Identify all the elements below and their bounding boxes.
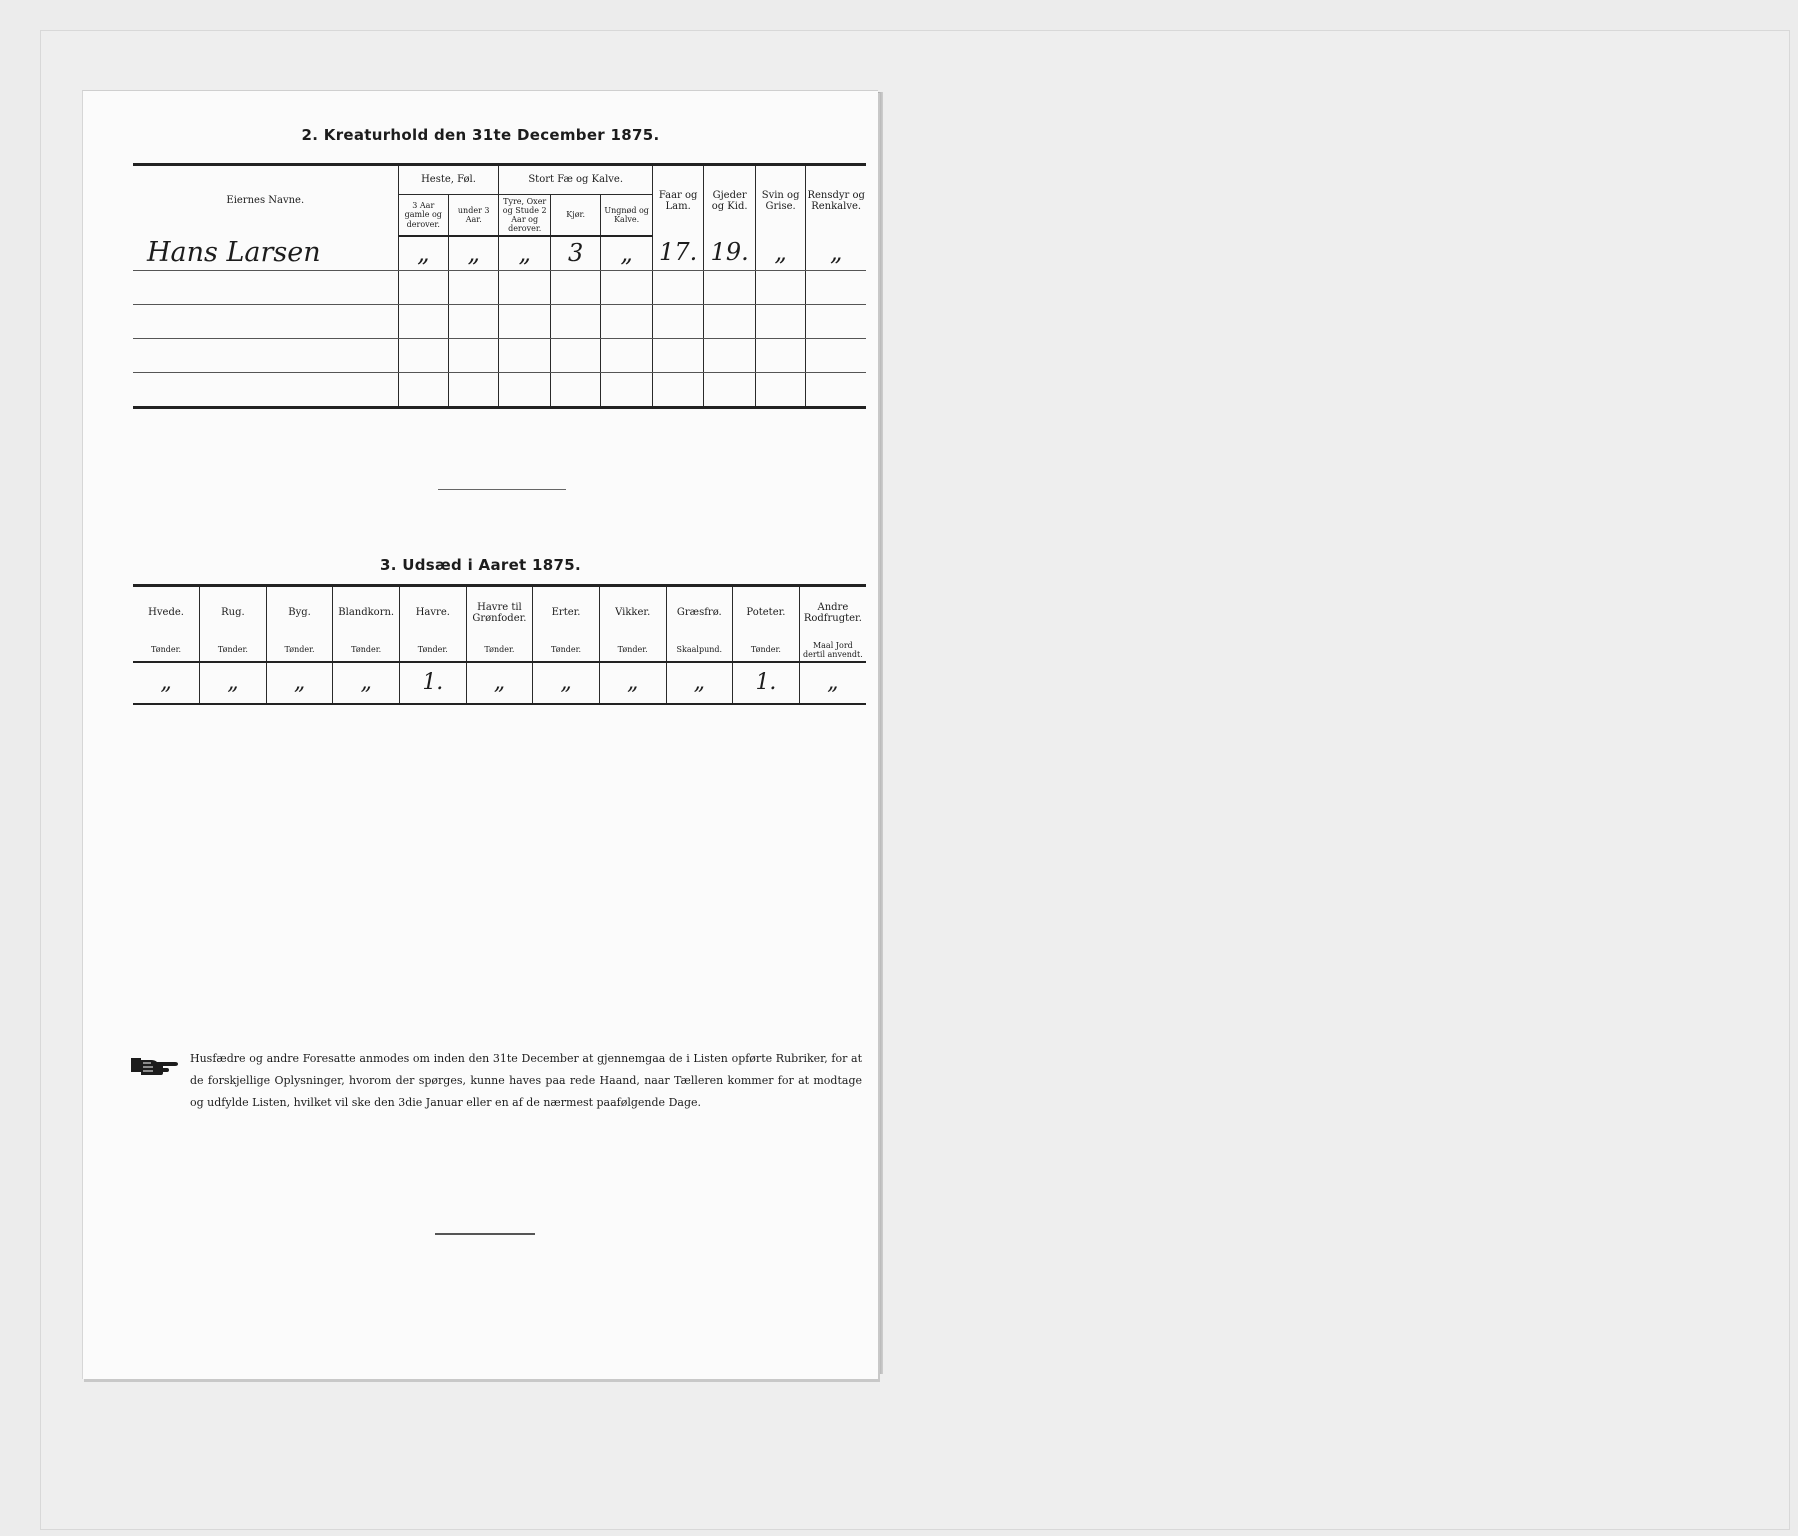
- crop-header: Græsfrø.: [666, 586, 733, 640]
- crop-unit: Tønder.: [466, 639, 533, 662]
- horses-header: Heste, Føl.: [398, 165, 499, 195]
- crop-value: „: [200, 662, 267, 704]
- cell-young-cattle: „: [601, 236, 653, 271]
- table-row: [133, 236, 866, 271]
- cell-goats: 19.: [704, 236, 756, 271]
- crop-header: Havre til Grønfoder.: [466, 586, 533, 640]
- pigs-header: Svin og Grise.: [755, 165, 805, 237]
- crop-value: „: [533, 662, 600, 704]
- instructions-notice: Husfædre og andre Foresatte anmodes om inden den 31te December at gjennemgaa de i Listen opførte Rubriker, for at de forskjellige Oplysninger, hvorom der spørges, kunne haves paa rede Haand, naar Tælleren kommer for at modtage og udfylde Listen, hvilket vil ske den 3die Januar eller en af de nærmest paafølgende Dage.: [190, 1052, 862, 1109]
- crop-unit: Tønder.: [599, 639, 666, 662]
- pointing-hand-icon: [129, 1054, 179, 1076]
- crop-header: Rug.: [200, 586, 267, 640]
- crop-header: Hvede.: [133, 586, 200, 640]
- cell-horses-old: „: [398, 236, 448, 271]
- section3-title: 3. Udsæd i Aaret 1875.: [380, 556, 581, 574]
- horses-young-header: under 3 Aar.: [449, 195, 499, 237]
- crop-unit: Tønder.: [200, 639, 267, 662]
- crop-value: „: [666, 662, 733, 704]
- crop-unit: Tønder.: [400, 639, 467, 662]
- cell-horses-young: „: [449, 236, 499, 271]
- cell-reindeer: „: [806, 236, 866, 271]
- crop-value: „: [133, 662, 200, 704]
- crop-header: Havre.: [400, 586, 467, 640]
- young-cattle-header: Ungnød og Kalve.: [601, 195, 653, 237]
- crop-table: [133, 584, 866, 705]
- crop-header: Blandkorn.: [333, 586, 400, 640]
- livestock-table: [133, 163, 866, 409]
- crop-header: Andre Rodfrugter.: [799, 586, 866, 640]
- section2-title: 2. Kreaturhold den 31te December 1875.: [301, 126, 660, 144]
- crop-unit: Tønder.: [733, 639, 800, 662]
- crop-header: Erter.: [533, 586, 600, 640]
- cows-header: Kjør.: [550, 195, 600, 237]
- table-row: [133, 373, 866, 408]
- crop-value: „: [466, 662, 533, 704]
- crop-value: „: [333, 662, 400, 704]
- crop-unit: Skaalpund.: [666, 639, 733, 662]
- bulls-header: Tyre, Oxer og Stude 2 Aar og derover.: [499, 195, 551, 237]
- table-row: [133, 662, 866, 704]
- table-row: [133, 271, 866, 305]
- section-divider: [438, 489, 566, 490]
- crop-unit: Tønder.: [266, 639, 333, 662]
- goats-header: Gjeder og Kid.: [704, 165, 756, 237]
- crop-header: Byg.: [266, 586, 333, 640]
- census-form-page: [82, 90, 878, 1379]
- crop-value: „: [266, 662, 333, 704]
- crop-unit: Maal Jord dertil anvendt.: [799, 639, 866, 662]
- cell-cows: 3: [550, 236, 600, 271]
- horses-old-header: 3 Aar gamle og derover.: [398, 195, 448, 237]
- cell-bulls: „: [499, 236, 551, 271]
- crop-unit: Tønder.: [133, 639, 200, 662]
- cell-sheep: 17.: [652, 236, 704, 271]
- crop-header: Poteter.: [733, 586, 800, 640]
- table-row: [133, 305, 866, 339]
- crop-unit: Tønder.: [533, 639, 600, 662]
- cattle-header: Stort Fæ og Kalve.: [499, 165, 652, 195]
- crop-value: „: [599, 662, 666, 704]
- cell-pigs: „: [755, 236, 805, 271]
- crop-value: 1.: [400, 662, 467, 704]
- reindeer-header: Rensdyr og Renkalve.: [806, 165, 866, 237]
- crop-value: „: [799, 662, 866, 704]
- sheep-header: Faar og Lam.: [652, 165, 704, 237]
- table-row: [133, 339, 866, 373]
- end-rule: [435, 1233, 535, 1235]
- owner-header: Eiernes Navne.: [133, 165, 398, 237]
- owner-name: Hans Larsen: [133, 236, 398, 271]
- crop-header: Vikker.: [599, 586, 666, 640]
- crop-value: 1.: [733, 662, 800, 704]
- crop-unit: Tønder.: [333, 639, 400, 662]
